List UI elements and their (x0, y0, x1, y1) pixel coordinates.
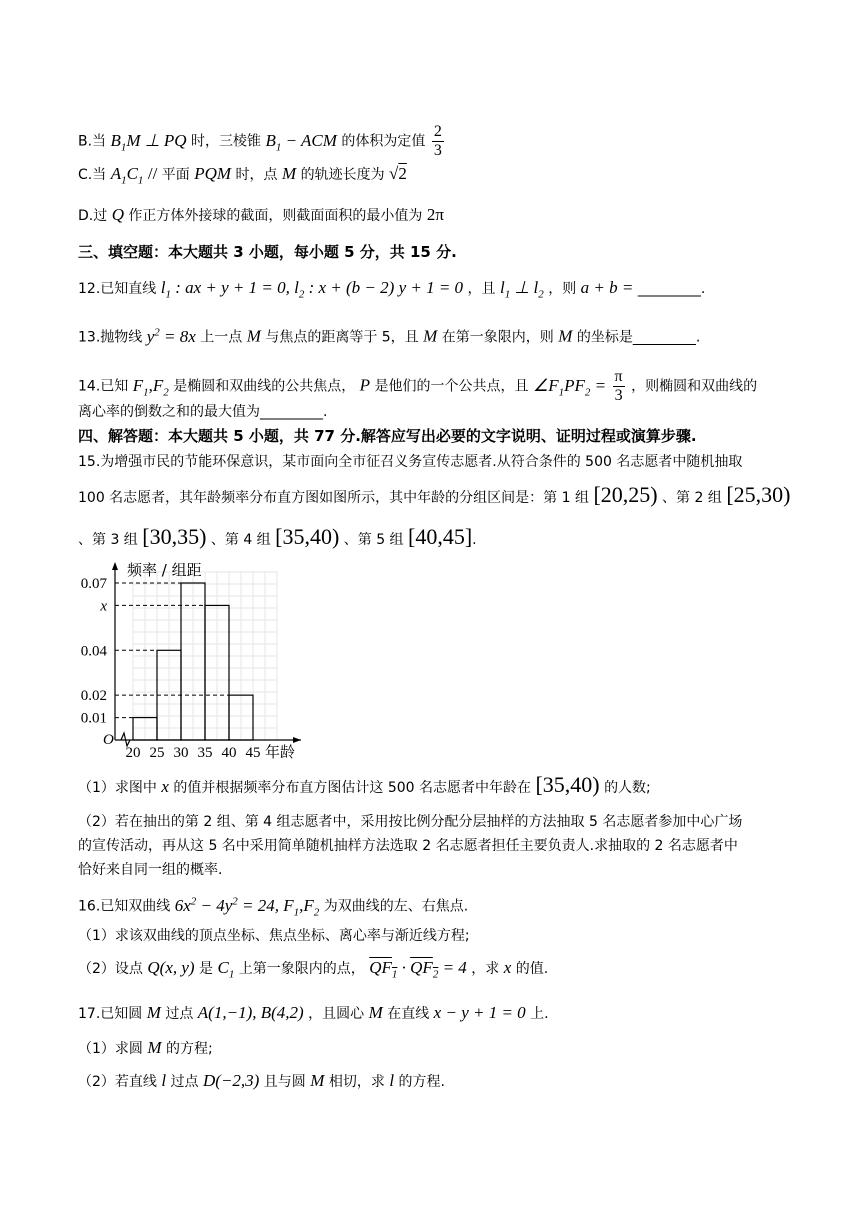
question-17-part2: （2）若直线 l 过点 D(−2,3) 且与圆 M 相切，求 l 的方程. (78, 1071, 445, 1090)
y-tick-label: 0.02 (80, 688, 107, 705)
x-tick-label: 20 (125, 745, 141, 761)
option-b: B.当 $B_1M$ ⊥ PQ 时，三棱锥 $B_1$ − ACM 的体积为定值 $\frac{2}{3}$ (78, 123, 442, 159)
question-15-line1: 15.为增强市民的节能环保意识，某市面向全市征召义务宣传志愿者.从符合条件的 500 名志愿者中随机抽取 (78, 454, 743, 470)
y-tick-label: 0.04 (80, 643, 107, 660)
question-17-part1: （1）求圆 M 的方程; (78, 1038, 213, 1057)
option-c: C.当 $A_1C_1$ // 平面 PQM 时，点 M 的轨迹长度为 √2 (78, 164, 407, 187)
section-heading: 四、解答题：本大题共 5 小题，共 77 分.解答应写出必要的文字说明、证明过程或演算步骤. (78, 427, 697, 445)
math: $B_1$ − ACM (265, 130, 337, 153)
x-tick-label: 45 (245, 745, 261, 761)
question-12: 12.已知直线 $l_1$ : ax + y + 1 = 0, $l_2$ : x + (b − 2) y + 1 = 0 ，且 $l_1$ ⊥ $l_2$ ，则 a + b = _________. (78, 278, 706, 301)
x-tick-label: 25 (149, 745, 165, 761)
y-tick-label: 0.01 (80, 710, 107, 727)
question-14: 14.已知 $F_1,F_2$ 是椭圆和双曲线的公共焦点， P 是他们的一个公共点，且 $\angle F_1PF_2$ = $\frac{\pi}{3}$ ，则椭圆和双曲线的 (78, 368, 758, 404)
question-13: 13.抛物线 $y^2 = 8x$ 上一点 M 与焦点的距离等于 5，且 M 在第一象限内，则 M 的坐标是_________. (78, 326, 701, 346)
fraction: $\frac{2}{3}$ (433, 123, 442, 159)
math: $B_1M$ ⊥ PQ (110, 130, 187, 153)
section-heading: 三、填空题：本大题共 3 小题，每小题 5 分，共 15 分. (78, 243, 457, 261)
question-14-cont: 离心率的倒数之和的最大值为_________. (78, 404, 328, 420)
y-axis-title: 频率 / 组距 (127, 561, 202, 579)
question-16-part1: （1）求该双曲线的顶点坐标、焦点坐标、离心率与渐近线方程; (78, 928, 470, 944)
x-tick-label: 35 (197, 745, 213, 761)
y-tick-label: x (100, 598, 107, 615)
question-15-part2-l3: 恰好来自同一组的概率. (78, 862, 223, 878)
question-15-part2-l2: 的宣传活动，再从这 5 名中采用简单随机抽样方法选取 2 名志愿者担任主要负责人.求抽取的 2 名志愿者中 (78, 838, 738, 854)
question-16-part2: （2）设点 Q(x, y) 是 $C_1$ 上第一象限内的点， $QF_1 \cdot QF_2 = 4$ ，求 x 的值. (78, 958, 549, 981)
y-axis-arrow (112, 562, 118, 570)
question-15-line3: 、第 3 组 [30,35) 、第 4 组 [35,40) 、第 5 组 [40,45]. (78, 524, 477, 549)
option-d: D.过 Q 作正方体外接球的截面，则截面面积的最小值为 2π (78, 205, 444, 224)
fraction: $\frac{\pi}{3}$ (614, 368, 623, 404)
question-15-part2-l1: （2）若在抽出的第 2 组、第 4 组志愿者中，采用按比例分配分层抽样的方法抽取 5 名志愿者参加中心广场 (78, 814, 743, 830)
x-tick-label: 30 (173, 745, 189, 761)
origin-label: O (103, 732, 114, 748)
x-tick-label: 40 (221, 745, 237, 761)
question-17: 17.已知圆 M 过点 A(1,−1), B(4,2) ，且圆心 M 在直线 x − y + 1 = 0 上. (78, 1003, 549, 1022)
question-15-line2: 100 名志愿者，其年龄频率分布直方图如图所示，其中年龄的分组区间是：第 1 组 [20,25) 、第 2 组 [25,30) (78, 482, 791, 507)
frequency-histogram (70, 560, 330, 770)
question-16: 16.已知双曲线 $6x^2 - 4y^2 = 24$, $F_1,F_2$ 为双曲线的左、右焦点. (78, 895, 469, 919)
y-tick-label: 0.07 (80, 576, 107, 592)
x-axis-title: 年龄 (265, 743, 296, 761)
question-15-part1: （1）求图中 x 的值并根据频率分布直方图估计这 500 名志愿者中年龄在 [35,40) 的人数; (78, 772, 651, 797)
